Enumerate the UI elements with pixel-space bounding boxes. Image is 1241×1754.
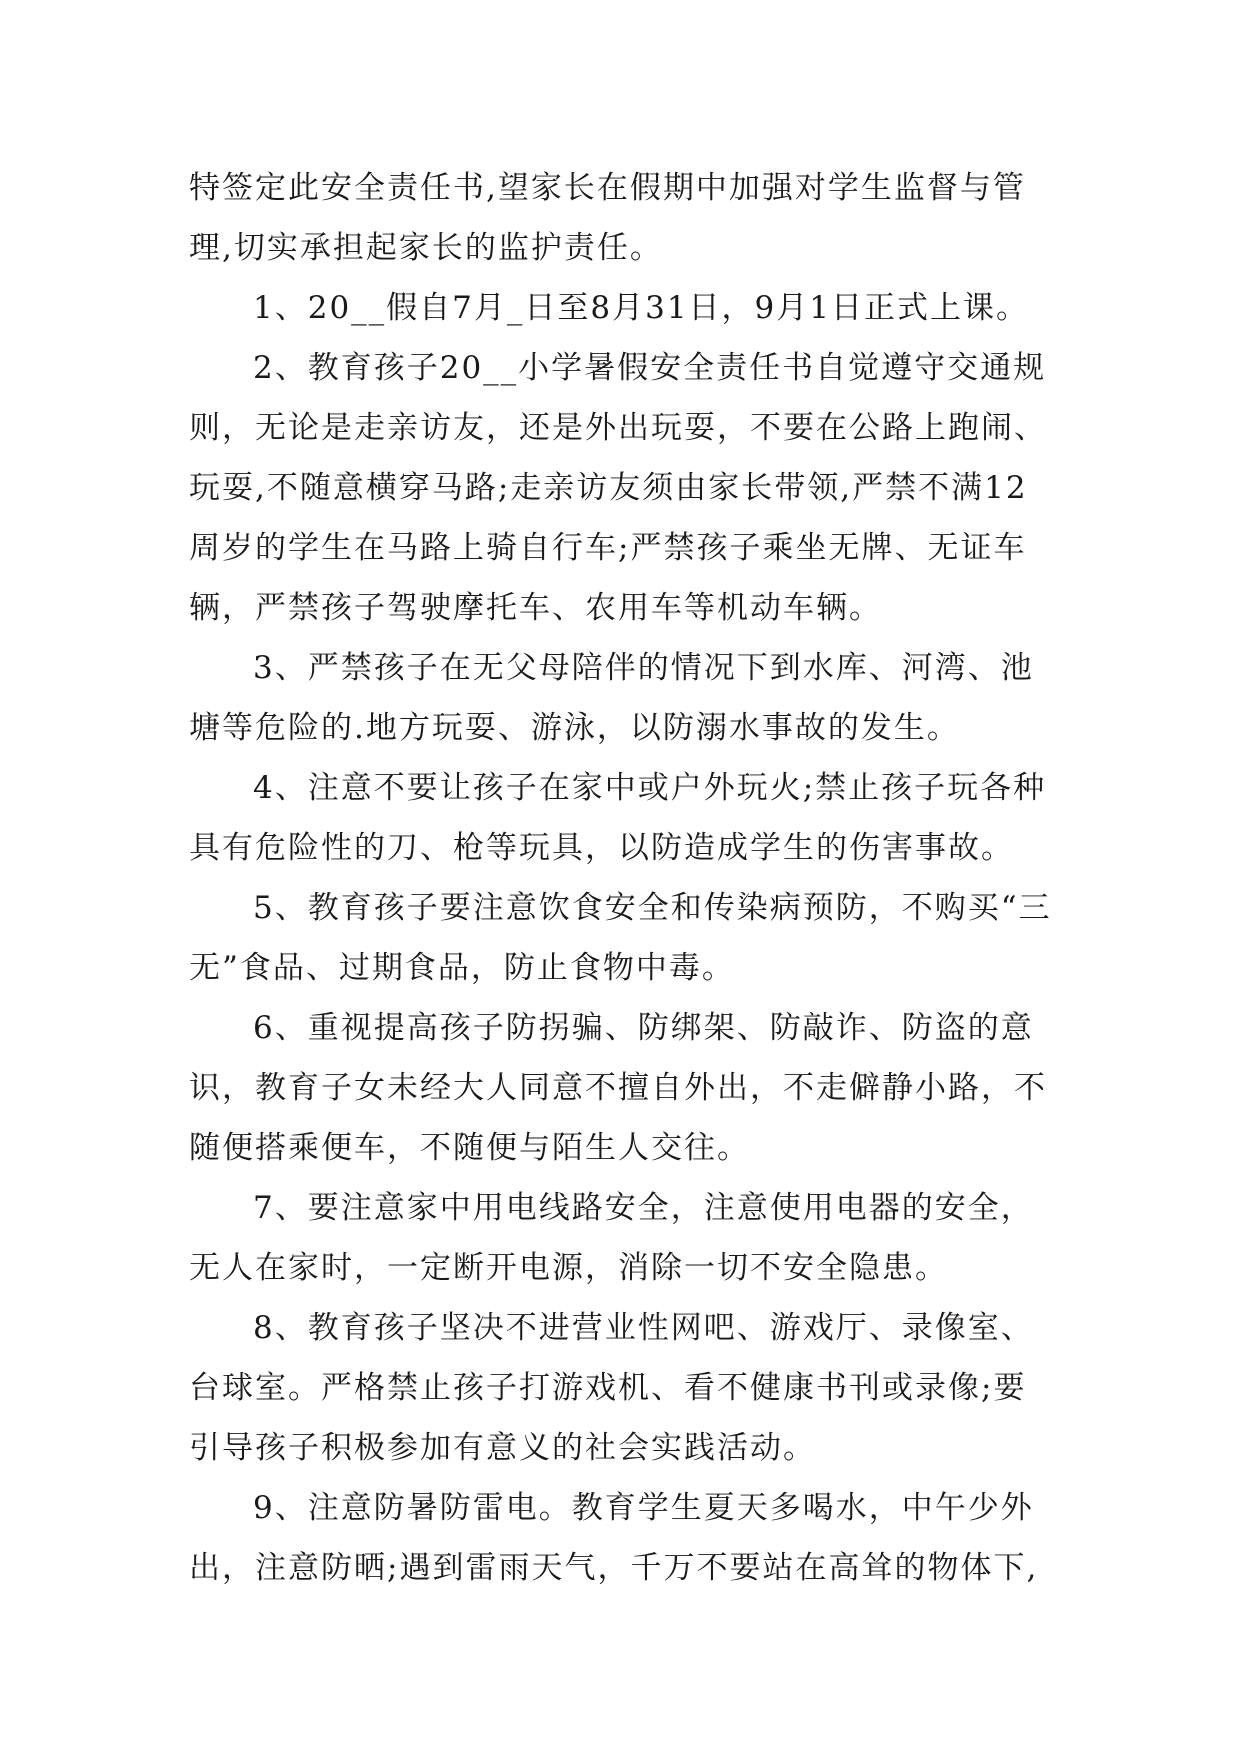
text-line: 出，注意防晒;遇到雷雨天气，千万不要站在高耸的物体下, xyxy=(189,1550,1039,1586)
text-line: 引导孩子积极参加有意义的社会实践活动。 xyxy=(189,1430,816,1466)
text-line: 无”食品、过期食品，防止食物中毒。 xyxy=(189,950,735,986)
text-line: 辆，严禁孩子驾驶摩托车、农用车等机动车辆。 xyxy=(189,590,882,626)
text-line: 特签定此安全责任书,望家长在假期中加强对学生监督与管 xyxy=(189,170,1026,206)
text-line: 1、20__假自7月_日至8月31日，9月1日正式上课。 xyxy=(253,290,1030,326)
text-line: 8、教育孩子坚决不进营业性网吧、游戏厅、录像室、 xyxy=(253,1310,1034,1346)
text-line: 玩耍,不随意横穿马路;走亲访友须由家长带领,严禁不满12 xyxy=(189,470,1028,506)
text-line: 4、注意不要让孩子在家中或户外玩火;禁止孩子玩各种 xyxy=(253,770,1047,806)
text-line: 识，教育子女未经大人同意不擅自外出，不走僻静小路，不 xyxy=(189,1070,1047,1106)
text-line: 理,切实承担起家长的监护责任。 xyxy=(189,230,663,266)
document-body xyxy=(189,158,1059,1598)
text-line: 5、教育孩子要注意饮食安全和传染病预防，不购买“三 xyxy=(253,890,1052,926)
text-line: 具有危险性的刀、枪等玩具，以防造成学生的伤害事故。 xyxy=(189,830,1014,866)
text-line: 随便搭乘便车，不随便与陌生人交往。 xyxy=(189,1130,750,1166)
text-line: 7、要注意家中用电线路安全，注意使用电器的安全， xyxy=(253,1190,1034,1226)
text-line: 3、严禁孩子在无父母陪伴的情况下到水库、河湾、池 xyxy=(253,650,1034,686)
text-line: 无人在家时，一定断开电源，消除一切不安全隐患。 xyxy=(189,1250,948,1286)
text-line: 9、注意防暑防雷电。教育学生夏天多喝水，中午少外 xyxy=(253,1490,1034,1526)
text-line: 塘等危险的.地方玩耍、游泳，以防溺水事故的发生。 xyxy=(189,710,960,746)
text-line: 2、教育孩子20__小学暑假安全责任书自觉遵守交通规 xyxy=(253,350,1047,386)
text-line: 则，无论是走亲访友，还是外出玩耍，不要在公路上跑闹、 xyxy=(189,410,1047,446)
text-line: 6、重视提高孩子防拐骗、防绑架、防敲诈、防盗的意 xyxy=(253,1010,1034,1046)
text-line: 台球室。严格禁止孩子打游戏机、看不健康书刊或录像;要 xyxy=(189,1370,1027,1406)
text-line: 周岁的学生在马路上骑自行车;严禁孩子乘坐无牌、无证车 xyxy=(189,530,1027,566)
